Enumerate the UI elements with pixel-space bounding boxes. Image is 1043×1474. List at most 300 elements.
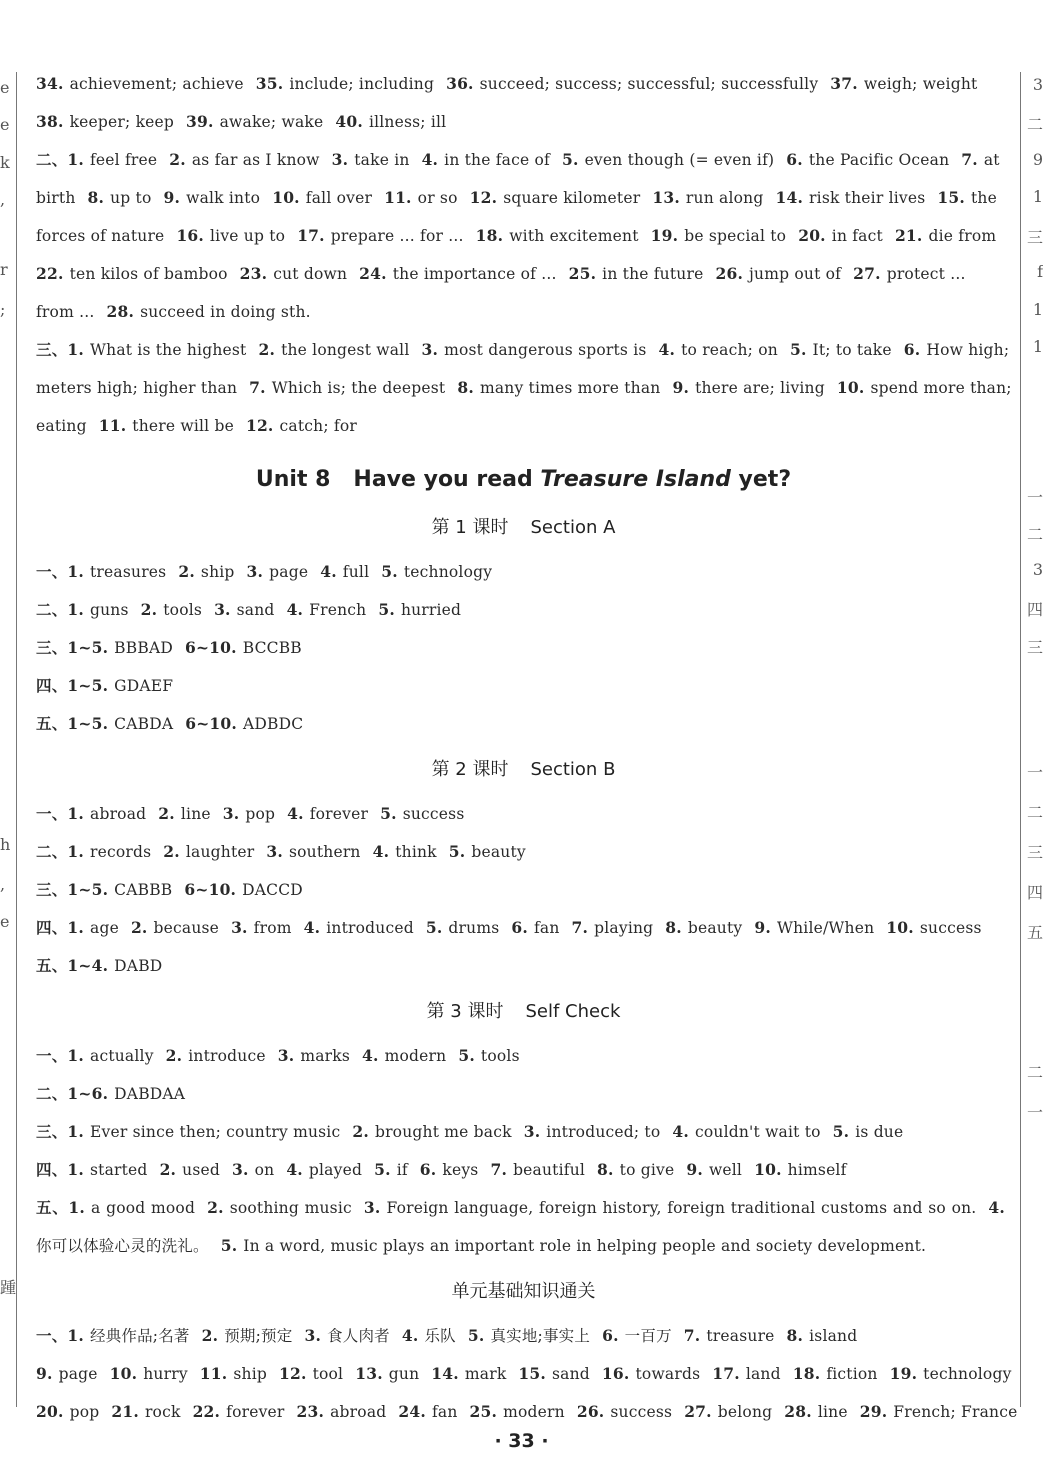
answer-number: 26.	[715, 264, 744, 283]
answer-line	[36, 833, 1011, 871]
answer-number: 4.	[286, 600, 304, 619]
answer-number: 4.	[401, 1326, 419, 1345]
answer-text: forever	[309, 805, 369, 823]
answer-number: 35.	[255, 74, 284, 93]
answer-line	[36, 1189, 1011, 1265]
answer-item	[775, 189, 925, 207]
margin-fragment: 五	[1026, 923, 1043, 942]
answer-text: success	[402, 805, 465, 823]
answer-item	[67, 341, 246, 359]
answer-text: belong	[717, 1403, 773, 1421]
answer-number: 4.	[303, 918, 321, 937]
answer-text: laughter	[185, 843, 255, 861]
answer-number: 13.	[652, 188, 680, 207]
answer-number: 5.	[220, 1236, 238, 1255]
answer-item	[67, 805, 146, 823]
answer-item	[131, 919, 219, 937]
answer-item	[468, 1327, 590, 1345]
answer-number: 25.	[568, 264, 597, 283]
answer-item	[186, 113, 323, 131]
answer-item	[837, 379, 1012, 397]
answer-number: 22.	[36, 264, 64, 283]
answer-number: 8.	[597, 1160, 614, 1179]
answer-number: 8.	[786, 1326, 804, 1345]
answer-item	[106, 303, 310, 321]
answer-item	[787, 1327, 858, 1345]
answer-text: mark	[464, 1365, 507, 1383]
answer-text: 你可以体验心灵的洗礼。	[36, 1237, 209, 1255]
answer-item	[793, 1365, 878, 1383]
answer-text: actually	[90, 1047, 154, 1065]
answer-text: from ...	[36, 303, 95, 321]
answer-item	[231, 919, 292, 937]
answer-item	[886, 919, 981, 937]
margin-fragment: r	[0, 260, 8, 279]
margin-fragment: f	[1037, 262, 1043, 281]
answer-item	[178, 563, 234, 581]
answer-text: CABBB	[114, 881, 173, 899]
answer-item	[686, 1161, 742, 1179]
answer-text: succeed; success; successful; successfully	[479, 75, 819, 93]
answer-number: 1~5.	[67, 676, 109, 695]
answer-item	[67, 601, 128, 619]
answer-number: 1.	[67, 600, 84, 619]
answer-number: 2.	[207, 1198, 224, 1217]
answer-text: in the future	[602, 265, 704, 283]
question-part-label: 二、	[36, 600, 68, 619]
question-part-label: 五、	[36, 1198, 69, 1217]
answer-item	[67, 1123, 340, 1141]
answer-item	[223, 805, 275, 823]
answer-text: think	[395, 843, 437, 861]
answer-text: couldn't wait to	[695, 1123, 821, 1141]
answer-text: to give	[619, 1161, 675, 1179]
answer-line	[36, 553, 1011, 591]
answer-text: page	[58, 1365, 98, 1383]
answer-item	[67, 563, 166, 581]
answer-number: 6.	[903, 340, 921, 359]
answer-number: 1~5.	[67, 880, 109, 899]
answer-line	[36, 407, 1011, 445]
answer-text: drums	[448, 919, 500, 937]
answer-number: 21.	[894, 226, 923, 245]
answer-item	[597, 1161, 674, 1179]
right-margin-cutoff	[1026, 60, 1043, 1410]
answer-text: weigh; weight	[863, 75, 978, 93]
answer-text: as far as I know	[191, 151, 320, 169]
answer-item	[420, 1161, 479, 1179]
answer-number: 19.	[650, 226, 679, 245]
answer-item	[511, 919, 559, 937]
lesson-name: Self Check	[525, 1001, 621, 1022]
answer-text: southern	[288, 843, 361, 861]
answer-number: 2.	[178, 562, 195, 581]
answer-number: 2.	[163, 842, 180, 861]
answer-line	[36, 65, 1011, 103]
answer-text: spend more than;	[870, 379, 1012, 397]
answer-number: 28.	[784, 1402, 812, 1421]
answer-number: 13.	[355, 1364, 383, 1383]
answer-text: fan	[533, 919, 560, 937]
answer-text: fan	[431, 1403, 458, 1421]
answer-item	[651, 227, 787, 245]
answer-text: introduced; to	[546, 1123, 661, 1141]
answer-item	[476, 227, 639, 245]
lesson-name: Section A	[530, 517, 616, 538]
answer-line	[36, 795, 1011, 833]
answer-item	[287, 805, 368, 823]
answer-item	[266, 843, 360, 861]
answer-item	[830, 75, 977, 93]
answer-number: 28.	[106, 302, 135, 321]
answer-number: 11.	[384, 188, 412, 207]
answer-item	[449, 843, 526, 861]
answer-text: there are; living	[695, 379, 825, 397]
margin-fragment: 9	[1032, 150, 1043, 169]
answer-text: keeper; keep	[69, 113, 175, 131]
answer-number: 36.	[446, 74, 474, 93]
lesson-title	[36, 999, 1011, 1025]
answer-text: pop	[245, 805, 276, 823]
answer-text: prepare ... for ...	[330, 227, 464, 245]
answer-number: 1.	[67, 1122, 84, 1141]
answer-item	[352, 1123, 511, 1141]
answer-text: DABDAA	[114, 1085, 186, 1103]
margin-fragment: 1	[1032, 187, 1043, 206]
answer-text: full	[342, 563, 370, 581]
answer-item	[577, 1403, 672, 1421]
answer-number: 2.	[201, 1326, 219, 1345]
answer-text: tool	[312, 1365, 344, 1383]
answer-number: 7.	[249, 378, 266, 397]
answer-number: 9.	[754, 918, 771, 937]
answer-item	[562, 151, 774, 169]
answer-text: is due	[855, 1123, 904, 1141]
right-divider	[1020, 72, 1021, 1407]
answer-text: Ever since then; country music	[90, 1123, 341, 1141]
answer-number: 1.	[67, 842, 84, 861]
answer-text: the Pacific Ocean	[808, 151, 950, 169]
answer-number: 11.	[199, 1364, 228, 1383]
answer-text: abroad	[90, 805, 147, 823]
answer-item	[67, 1327, 189, 1345]
answer-item	[160, 1161, 220, 1179]
lesson-title	[36, 757, 1011, 783]
answer-number: 3.	[421, 340, 439, 359]
answer-text: ten kilos of bamboo	[69, 265, 228, 283]
answer-number: 16.	[601, 1364, 630, 1383]
basic-knowledge-title: 单元基础知识通关	[451, 1281, 596, 1302]
answer-line	[36, 369, 1011, 407]
answer-text: illness; ill	[368, 113, 447, 131]
answer-text: or so	[417, 189, 458, 207]
answer-text: success	[919, 919, 982, 937]
answer-number: 10.	[272, 188, 300, 207]
answer-number: 27.	[684, 1402, 712, 1421]
question-part-label: 四、	[36, 676, 68, 695]
answer-item	[36, 1365, 98, 1383]
left-divider	[16, 72, 17, 1407]
answer-text: DACCD	[242, 881, 303, 899]
answer-number: 22.	[192, 1402, 221, 1421]
answer-number: 1~5.	[67, 638, 109, 657]
answer-text: introduced	[326, 919, 414, 937]
answer-number: 9.	[686, 1160, 703, 1179]
answer-text: 真实地;事实上	[490, 1327, 591, 1345]
margin-fragment: 三	[1026, 843, 1043, 862]
answer-text: In a word, music plays an important role in helping people and society development.	[243, 1237, 927, 1255]
answer-text: 乐队	[424, 1327, 456, 1345]
answer-item	[304, 919, 414, 937]
answer-number: 10.	[109, 1364, 138, 1383]
answer-number: 14.	[775, 188, 804, 207]
answer-number: 40.	[335, 112, 363, 131]
basic-knowledge-answers	[36, 1317, 1018, 1431]
answer-number: 5.	[425, 918, 443, 937]
answer-number: 1.	[67, 804, 84, 823]
margin-fragment: 三	[1026, 228, 1043, 247]
answer-text: played	[308, 1161, 363, 1179]
margin-fragment: 二	[1026, 803, 1043, 822]
answer-text: from	[253, 919, 292, 937]
answer-number: 10.	[836, 378, 865, 397]
answer-item	[470, 189, 641, 207]
answer-text: die from	[928, 227, 997, 245]
answer-text: even though (= even if)	[584, 151, 775, 169]
answer-number: 12.	[278, 1364, 307, 1383]
answer-number: 8.	[665, 918, 682, 937]
answer-line	[36, 1113, 1011, 1151]
answer-number: 15.	[518, 1364, 546, 1383]
answer-text: Which is; the deepest	[271, 379, 446, 397]
answer-text: island	[809, 1327, 858, 1345]
answer-item	[214, 601, 275, 619]
answer-item	[961, 151, 999, 169]
answer-text: pop	[69, 1403, 100, 1421]
answer-item	[36, 303, 94, 321]
question-part-label: 二、	[36, 150, 68, 169]
answer-number: 4.	[658, 340, 676, 359]
answer-number: 8.	[87, 188, 105, 207]
answer-item	[221, 1237, 926, 1255]
unit-title	[36, 465, 1011, 495]
answer-text: with excitement	[509, 227, 639, 245]
answer-number: 1.	[67, 1160, 84, 1179]
answer-number: 2.	[165, 1046, 183, 1065]
question-part-label: 四、	[36, 1160, 68, 1179]
answer-item	[364, 1199, 977, 1217]
question-part-label: 一、	[36, 1046, 68, 1065]
answer-item	[421, 341, 646, 359]
answer-number: 3.	[304, 1326, 322, 1345]
answer-number: 27.	[853, 264, 881, 283]
answer-text: run along	[685, 189, 764, 207]
answer-text: land	[745, 1365, 781, 1383]
answer-line	[36, 909, 1011, 947]
answer-text: used	[182, 1161, 220, 1179]
margin-fragment: 1	[1032, 300, 1043, 319]
answer-number: 5.	[380, 804, 397, 823]
answer-number: 7.	[490, 1160, 508, 1179]
question-part-label: 五、	[36, 956, 68, 975]
answer-text: brought me back	[374, 1123, 512, 1141]
answer-text: protect ...	[886, 265, 966, 283]
answer-item	[278, 1047, 350, 1065]
answer-number: 9.	[36, 1364, 53, 1383]
lesson-sections	[36, 515, 1011, 1265]
answer-text: cut down	[273, 265, 348, 283]
answer-text: treasure	[706, 1327, 775, 1345]
answer-text: success	[610, 1403, 673, 1421]
answer-item	[426, 919, 500, 937]
answer-number: 4.	[372, 842, 390, 861]
answer-item	[684, 1327, 775, 1345]
answer-line	[36, 179, 1011, 217]
answer-item	[258, 341, 409, 359]
question-part-label: 三、	[36, 880, 68, 899]
answer-item	[518, 1365, 589, 1383]
answer-text: many times more than	[479, 379, 661, 397]
answer-text: ship	[200, 563, 235, 581]
answer-text: birth	[36, 189, 76, 207]
answer-number: 1.	[67, 1046, 84, 1065]
answer-text: guns	[90, 601, 129, 619]
answer-number: 6.	[786, 150, 803, 169]
answer-text: It; to take	[812, 341, 892, 359]
answer-item	[67, 1161, 147, 1179]
answer-text: How high;	[926, 341, 1010, 359]
answer-text: technology	[403, 563, 493, 581]
lesson-number: 第 1 课时	[431, 517, 509, 538]
answer-item	[320, 563, 369, 581]
answer-item	[362, 1047, 446, 1065]
answer-text: at	[983, 151, 1000, 169]
answer-line	[36, 1151, 1011, 1189]
answer-line	[36, 591, 1011, 629]
answer-number: 12.	[245, 416, 274, 435]
lesson-answers	[36, 1037, 1011, 1265]
answer-number: 3.	[246, 562, 264, 581]
answer-line	[36, 293, 1011, 331]
answer-number: 16.	[176, 226, 205, 245]
answer-number: 5.	[374, 1160, 391, 1179]
answer-item	[355, 1365, 419, 1383]
answer-text: beautiful	[513, 1161, 586, 1179]
answer-item	[200, 1365, 267, 1383]
left-margin-cutoff	[0, 60, 17, 1410]
answer-text: modern	[384, 1047, 447, 1065]
margin-fragment: 3	[1032, 75, 1043, 94]
answer-text: because	[153, 919, 220, 937]
answer-item	[184, 881, 303, 899]
answer-number: 3.	[523, 1122, 541, 1141]
answer-item	[88, 189, 152, 207]
answer-item	[141, 601, 202, 619]
answer-item	[185, 639, 302, 657]
answer-text: hurry	[143, 1365, 188, 1383]
answer-item	[240, 265, 348, 283]
answer-item	[890, 1365, 1012, 1383]
answer-number: 5.	[467, 1326, 485, 1345]
answer-item	[712, 1365, 780, 1383]
margin-fragment: 一	[1026, 763, 1043, 782]
answer-item	[67, 151, 157, 169]
answer-line	[36, 141, 1011, 179]
answer-number: 1.	[67, 562, 84, 581]
answer-number: 3.	[222, 804, 240, 823]
answer-item	[652, 189, 763, 207]
answer-number: 4.	[421, 150, 439, 169]
answer-number: 8.	[457, 378, 474, 397]
answer-text: towards	[635, 1365, 701, 1383]
answer-text: hurried	[400, 601, 462, 619]
answer-number: 4.	[672, 1122, 689, 1141]
answer-item	[665, 919, 742, 937]
answer-text: include; including	[289, 75, 435, 93]
answer-number: 5.	[378, 600, 395, 619]
answer-text: jump out of	[749, 265, 842, 283]
answer-number: 19.	[889, 1364, 918, 1383]
answer-text: records	[90, 843, 152, 861]
answer-number: 24.	[398, 1402, 426, 1421]
answer-number: 4.	[988, 1198, 1006, 1217]
answer-number: 3.	[214, 600, 231, 619]
answer-number: 5.	[458, 1046, 475, 1065]
answer-item	[36, 113, 174, 131]
answer-item	[422, 151, 550, 169]
answer-number: 2.	[130, 918, 148, 937]
answer-item	[904, 341, 1010, 359]
answer-text: there will be	[132, 417, 234, 435]
answer-text: soothing music	[229, 1199, 352, 1217]
answer-text: line	[817, 1403, 848, 1421]
answer-number: 3.	[363, 1198, 381, 1217]
margin-fragment: k	[0, 153, 10, 172]
answer-line	[36, 255, 1011, 293]
answer-text: sand	[236, 601, 275, 619]
answer-item	[286, 1161, 362, 1179]
answer-text: forever	[226, 1403, 285, 1421]
answer-number: 11.	[98, 416, 127, 435]
answer-number: 24.	[359, 264, 387, 283]
answer-number: 5.	[561, 150, 579, 169]
answer-number: 1.	[67, 1326, 84, 1345]
answer-item	[297, 1403, 387, 1421]
answer-item	[373, 843, 437, 861]
answer-item	[36, 417, 87, 435]
answer-key-content	[36, 65, 1018, 1431]
answer-item	[790, 341, 892, 359]
answer-text: live up to	[210, 227, 286, 245]
previous-unit-answers	[36, 65, 1011, 445]
question-part-label: 四、	[36, 918, 68, 937]
question-part-label: 一、	[36, 1326, 68, 1345]
answer-line	[36, 1355, 1011, 1393]
answer-text: sand	[552, 1365, 590, 1383]
answer-number: 1.	[67, 150, 84, 169]
answer-text: abroad	[330, 1403, 387, 1421]
margin-fragment: 四	[1026, 883, 1043, 902]
answer-text: in the face of	[444, 151, 550, 169]
answer-number: 4.	[362, 1046, 379, 1065]
answer-item	[853, 265, 965, 283]
answer-text: if	[396, 1161, 408, 1179]
answer-item	[207, 1199, 352, 1217]
answer-item	[67, 881, 172, 899]
answer-text: a good mood	[91, 1199, 196, 1217]
answer-item	[332, 151, 410, 169]
answer-text: catch; for	[279, 417, 357, 435]
